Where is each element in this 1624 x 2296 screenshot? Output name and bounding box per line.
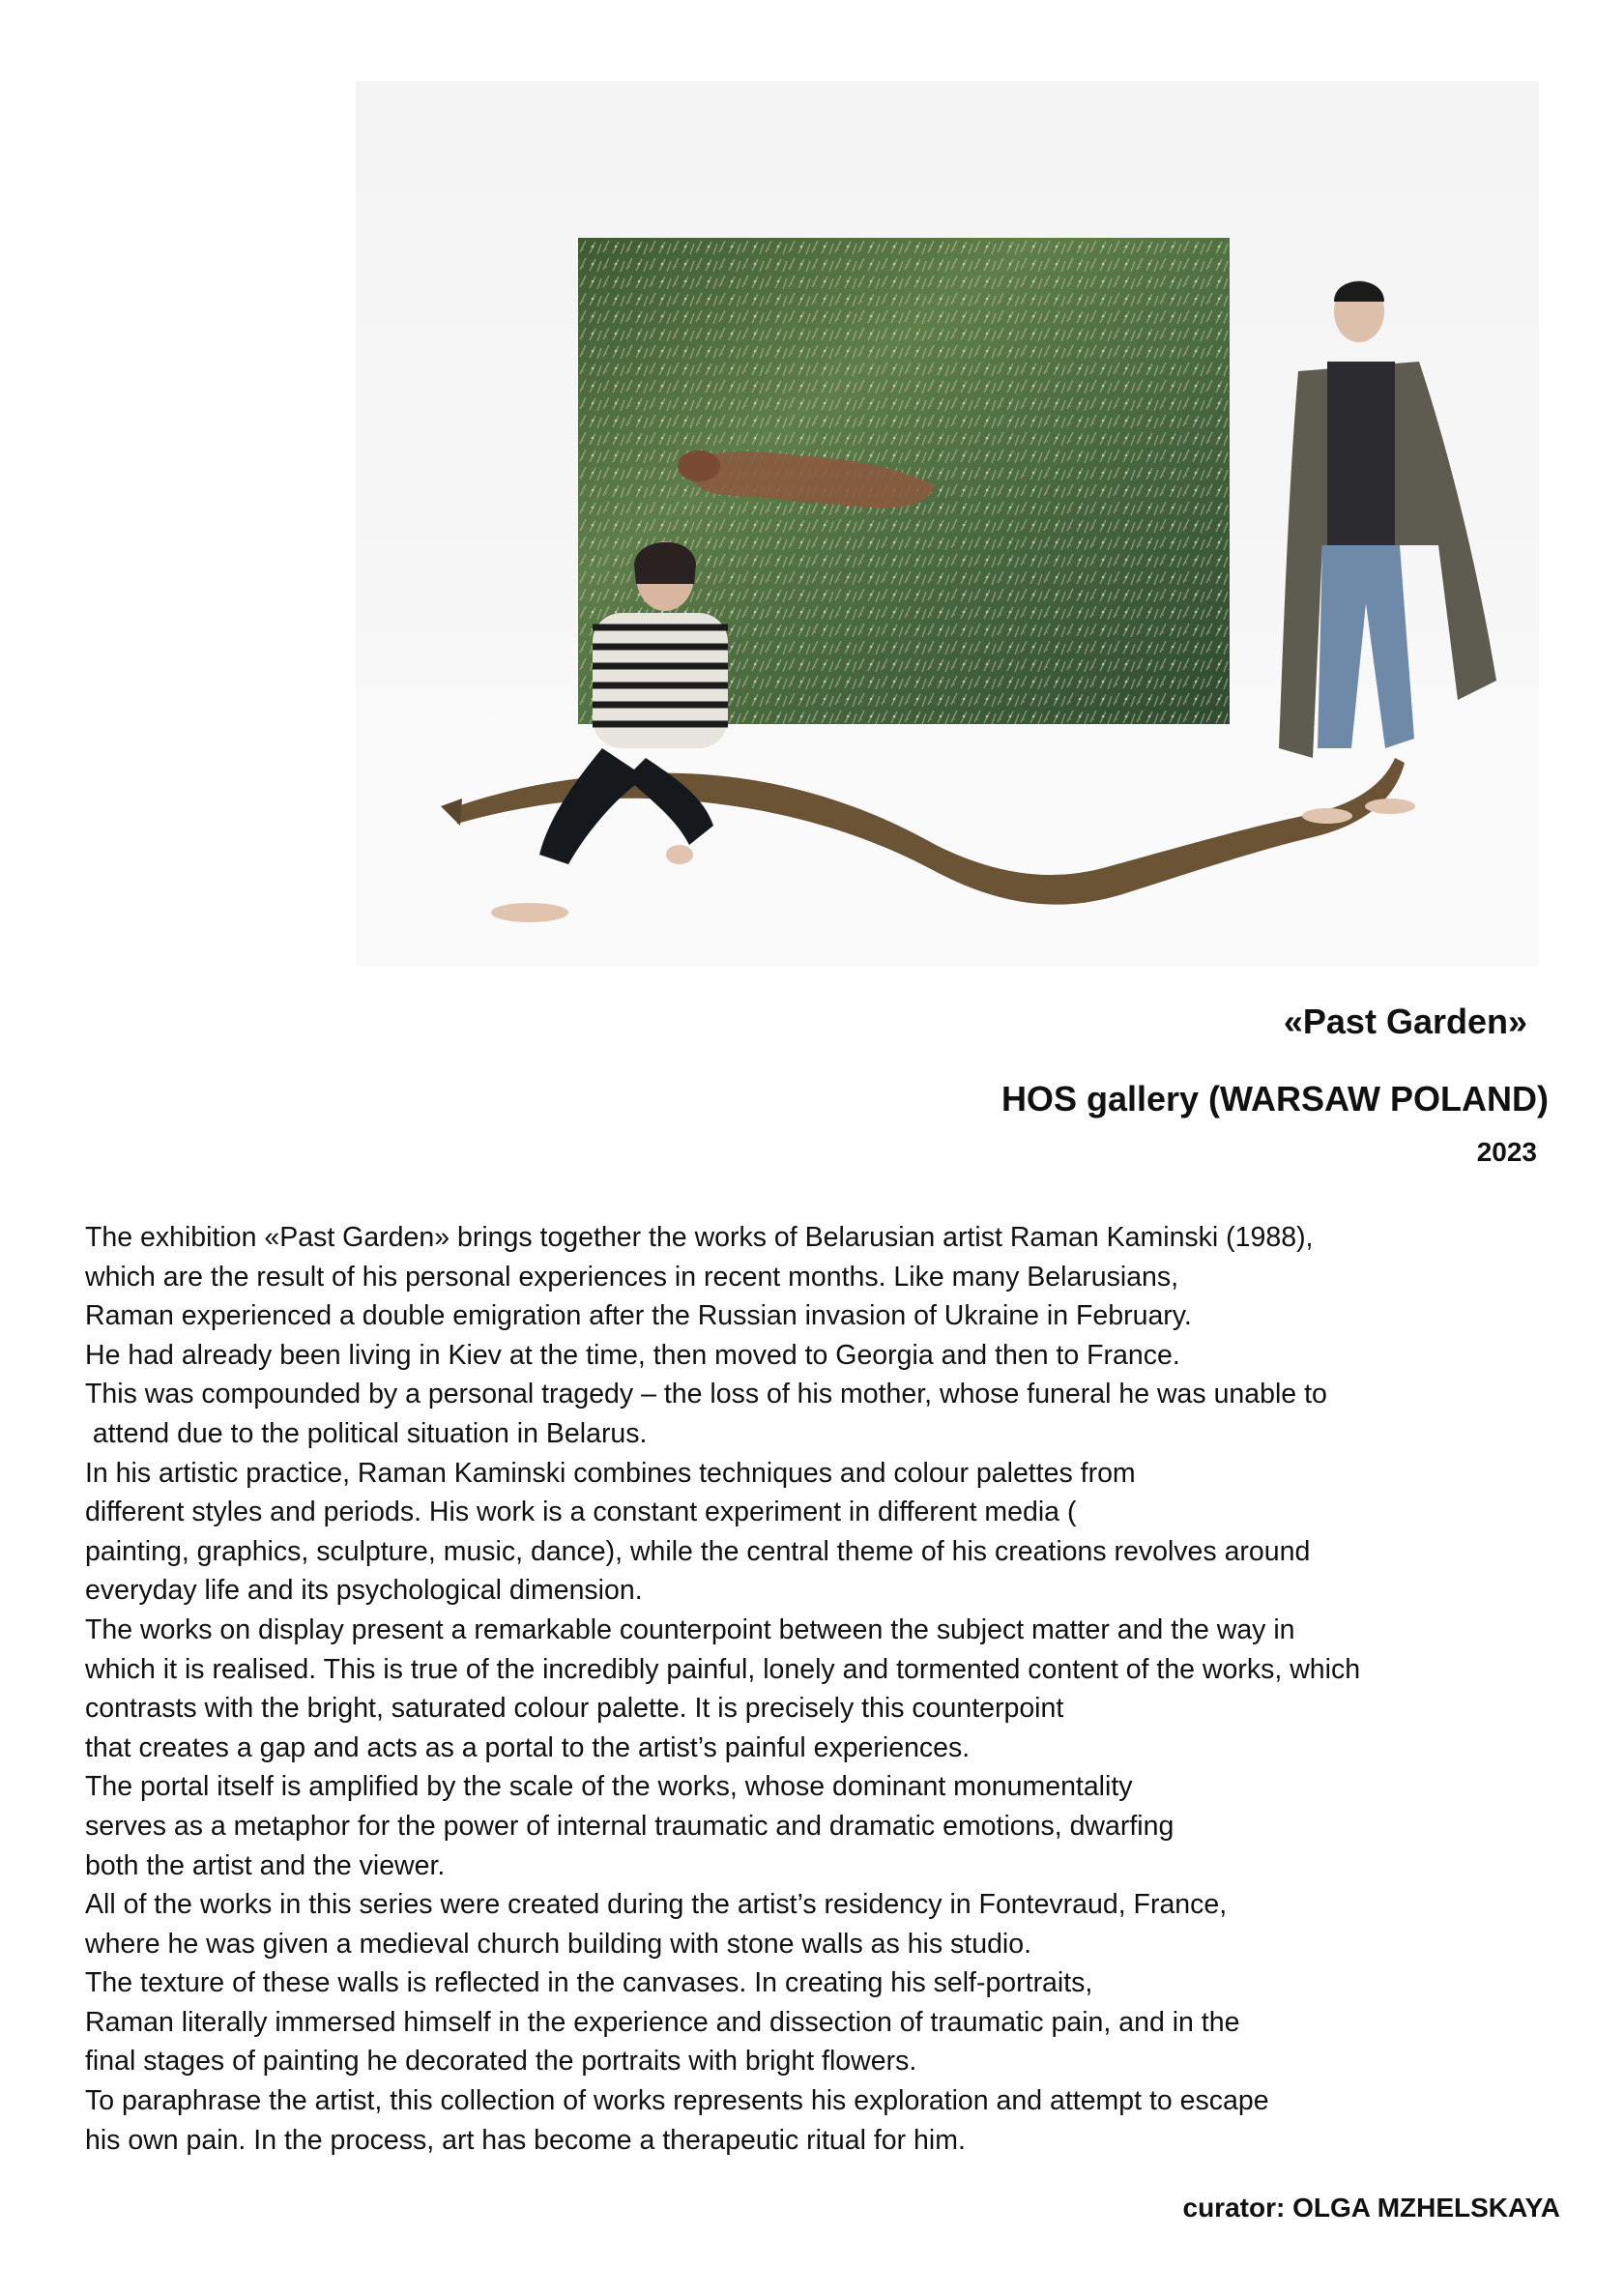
description-line: painting, graphics, sculpture, music, dance), while the central theme of his creations revolves around [85, 1535, 1311, 1567]
gallery-venue: HOS gallery (WARSAW POLAND) [1000, 1079, 1549, 1119]
description-line: All of the works in this series were created during the artist’s residency in Fontevraud, France, [85, 1889, 1228, 1921]
description-line: different styles and periods. His work is a constant experiment in different media ( [85, 1497, 1077, 1528]
description-line: Raman literally immersed himself in the experience and dissection of traumatic pain, and in the [85, 2006, 1240, 2038]
description-line: Raman experienced a double emigration after the Russian invasion of Ukraine in February. [85, 1300, 1192, 1332]
description-line: final stages of painting he decorated the portraits with bright flowers. [85, 2046, 917, 2078]
description-line: The works on display present a remarkable counterpoint between the subject matter and the way in [85, 1613, 1295, 1645]
curator-credit: curator: OLGA MZHELSKAYA [1182, 2193, 1560, 2223]
description-line: The portal itself is amplified by the scale of the works, whose dominant monumentality [85, 1771, 1133, 1803]
description-line: serves as a metaphor for the power of internal traumatic and dramatic emotions, dwarfing [85, 1810, 1174, 1842]
description-line: attend due to the political situation in Belarus. [85, 1417, 648, 1449]
description-line: that creates a gap and acts as a portal to the artist’s painful experiences. [85, 1731, 971, 1763]
exhibition-title: «Past Garden» [1283, 1002, 1527, 1041]
exhibition-year: 2023 [1476, 1137, 1537, 1167]
exhibition-description [85, 1218, 1554, 2160]
description-line: which it is realised. This is true of the incredibly painful, lonely and tormented content of the works, which [85, 1653, 1361, 1685]
description-line: everyday life and its psychological dimension. [85, 1575, 643, 1607]
description-line: In his artistic practice, Raman Kaminski combines techniques and colour palettes from [85, 1457, 1136, 1489]
description-line: which are the result of his personal experiences in recent months. Like many Belarusians, [85, 1261, 1179, 1293]
description-line: This was compounded by a personal tragedy – the loss of his mother, whose funeral he was unable to [85, 1379, 1327, 1410]
description-line: To paraphrase the artist, this collection of works represents his exploration and attempt to escape [85, 2085, 1269, 2117]
description-line: The texture of these walls is reflected in the canvases. In creating his self-portraits, [85, 1967, 1093, 1999]
description-line: where he was given a medieval church building with stone walls as his studio. [85, 1928, 1032, 1960]
description-line: The exhibition «Past Garden» brings together the works of Belarusian artist Raman Kaminski (1988), [85, 1222, 1314, 1253]
exhibition-photo [356, 81, 1539, 967]
description-line: his own pain. In the process, art has become a therapeutic ritual for him. [85, 2124, 966, 2156]
standing-man [1279, 280, 1496, 824]
description-line: He had already been living in Kiev at the time, then moved to Georgia and then to France. [85, 1339, 1180, 1371]
description-line: contrasts with the bright, saturated colour palette. It is precisely this counterpoint [85, 1693, 1064, 1725]
description-line: both the artist and the viewer. [85, 1849, 446, 1881]
